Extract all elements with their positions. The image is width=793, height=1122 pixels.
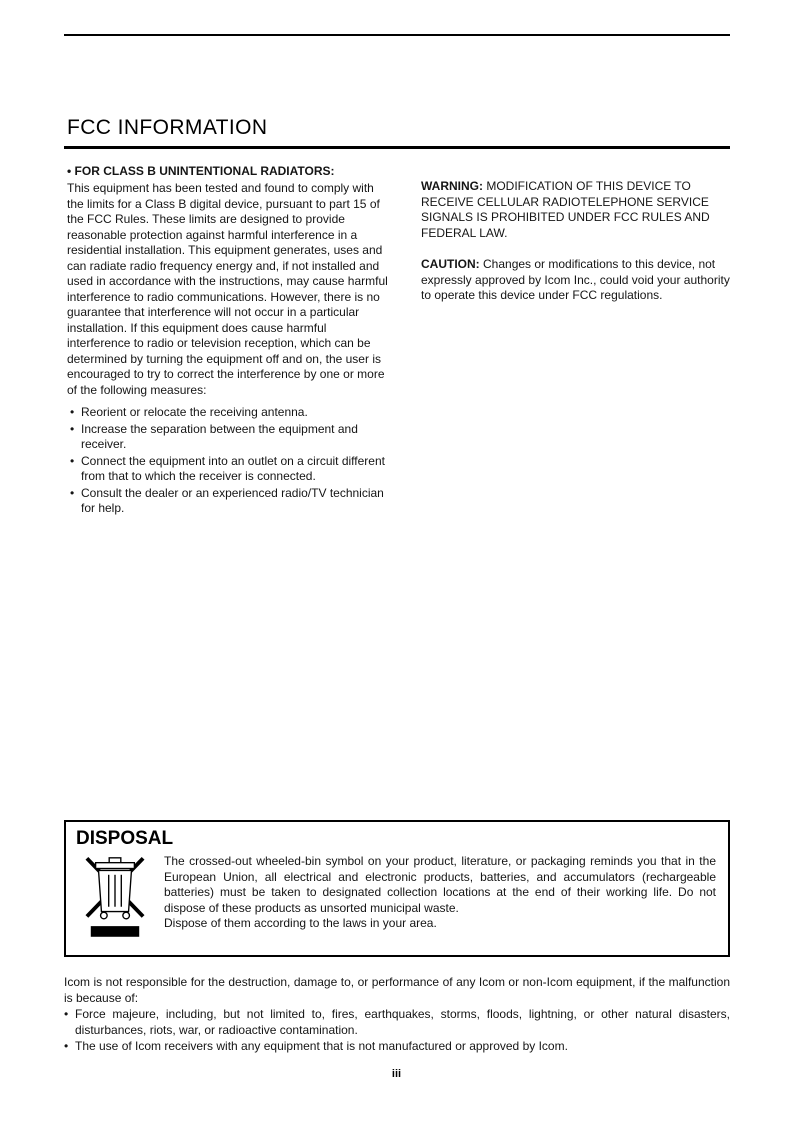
warning-label: WARNING: [421,179,483,193]
disposal-paragraph: The crossed-out wheeled-bin symbol on your product, literature, or packaging reminds you that in the European Union, all electrical and electronic products, batteries, and accumulators (rechargeable batteries) must be taken to designated collection locations at the end of their working life. Do not dispose of these products as unsorted municipal waste. [164,854,716,915]
list-item: • Connect the equipment into an outlet on a circuit different from that to which the receiver is connected. [67,454,389,485]
fcc-body-paragraph: This equipment has been tested and found to comply with the limits for a Class B digital device, pursuant to part 15 of the FCC Rules. These limits are designed to provide reasonable protection against harmful interference in a residential installation. This equipment generates, uses and can radiate radio frequency energy and, if not installed and used in accordance with the instructions, may cause harmful interference to radio communications. However, there is no guarantee that interference will not occur in a particular installation. If this equipment does cause harmful interference to radio or television reception, which can be determined by turning the equipment off and on, the user is encouraged to try to correct the interference by one or more of the following measures: [67,181,388,397]
fcc-left-column [67,163,389,518]
disposal-title: DISPOSAL [76,828,174,849]
top-rule [64,34,730,36]
caution-label: CAUTION: [421,257,480,271]
disposal-note: Dispose of them according to the laws in your area. [164,916,437,931]
caution-text: Changes or modifications to this device, not expressly approved by Icom Inc., could void your authority to operate this device under FCC regulations. [421,257,730,302]
fcc-measures-list [67,405,389,517]
fcc-right-column [421,163,731,518]
fcc-columns [67,163,731,518]
title-rule [64,146,730,149]
warning-paragraph [421,179,731,241]
list-item: • Reorient or relocate the receiving antenna. [67,405,389,421]
list-item: • Increase the separation between the equipment and receiver. [67,422,389,453]
list-item: • Force majeure, including, but not limited to, fires, earthquakes, storms, floods, lightning, or other natural disasters, disturbances, riots, war, or radioactive contamination. [64,1006,730,1038]
crossed-out-wheeled-bin-icon [84,856,146,947]
disposal-content [76,854,718,947]
liability-list [64,1006,730,1054]
page-title: FCC INFORMATION [67,116,268,139]
caution-paragraph [421,257,731,304]
page-number: iii [391,1068,402,1080]
disposal-section [64,820,730,957]
list-item: • Consult the dealer or an experienced radio/TV technician for help. [67,486,389,517]
disposal-text [164,854,718,947]
liability-note [64,974,730,1054]
class-b-heading: • FOR CLASS B UNINTENTIONAL RADIATORS: [67,164,335,178]
liability-intro: Icom is not responsible for the destruction, damage to, or performance of any Icom or non-Icom equipment, if the malfunction is because of: [64,975,730,1005]
warning-text: MODIFICATION OF THIS DEVICE TO RECEIVE CELLULAR RADIOTELEPHONE SERVICE SIGNALS IS PROHIBITED UNDER FCC RULES AND FEDERAL LAW. [421,179,710,240]
list-item: • The use of Icom receivers with any equipment that is not manufactured or approved by Icom. [64,1038,730,1054]
